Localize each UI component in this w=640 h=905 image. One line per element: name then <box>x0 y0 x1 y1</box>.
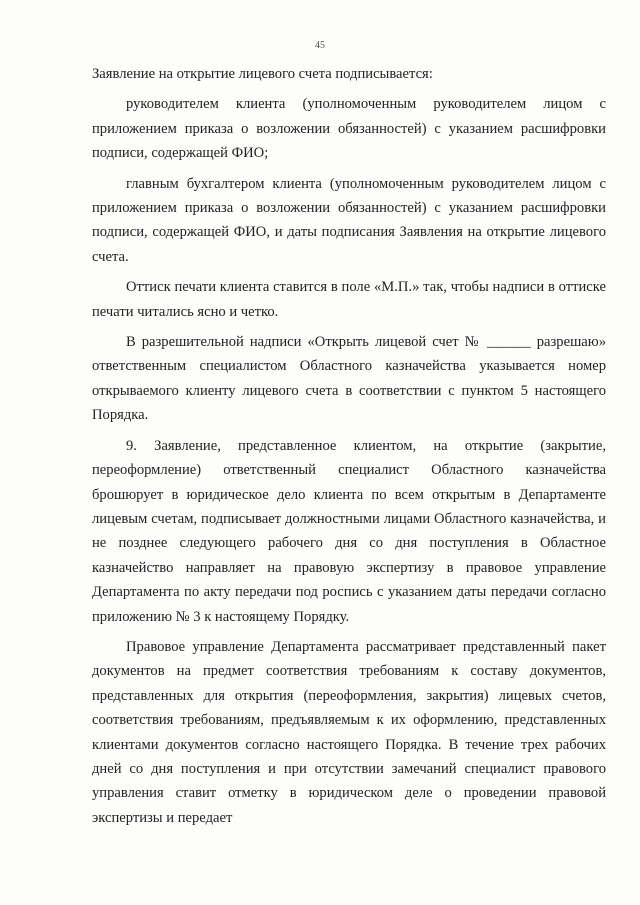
document-body <box>92 62 606 836</box>
paragraph-seal: Оттиск печати клиента ставится в поле «М.П.» так, чтобы надписи в оттиске печати читались ясно и четко. <box>92 279 606 320</box>
paragraph-legal-review: Правовое управление Департамента рассматривает представленный пакет документов на предмет соответствия требованиям к составу документов, представленных для открытия (переоформления, закрытия) лицевых счетов, соответствия требованиям, предъявляемым к их оформлению, представленных клиентами документов согласно настоящего Порядка. В течение трех рабочих дней со дня поступления и при отсутствии замечаний специалист правового управления ставит отметку в юридическом деле о проведении правовой экспертизы и передает <box>92 638 606 826</box>
paragraph-signing-intro: Заявление на открытие лицевого счета подписывается: <box>92 66 433 82</box>
paragraph-permission-note: В разрешительной надписи «Открыть лицевой счет № ______ разрешаю» ответственным специалистом Областного казначейства указывается номер открываемого клиенту лицевого счета в соответствии с пунктом 5 настоящего Порядка. <box>92 334 606 424</box>
paragraph-signer-accountant: главным бухгалтером клиента (уполномоченным руководителем лицом с приложением приказа о возложении обязанностей) с указанием расшифровки подписи, содержащей ФИО, и даты подписания Заявления на открытие лицевого счета. <box>92 175 606 265</box>
paragraph-item-9: 9. Заявление, представленное клиентом, на открытие (закрытие, переоформление) ответственный специалист Областного казначейства брошюрует в юридическое дело клиента по всем открытым в Департаменте лицевым счетам, подписывает должностными лицами Областного казначейства, и не позднее следующего рабочего дня со дня поступления в Областное казначейство направляет на правовую экспертизу в правовое управление Департамента по акту передачи под роспись с указанием даты передачи согласно приложению № 3 к настоящему Порядку. <box>92 437 606 625</box>
paragraph-signer-head: руководителем клиента (уполномоченным руководителем лицом с приложением приказа о возложении обязанностей) с указанием расшифровки подписи, содержащей ФИО; <box>92 96 606 162</box>
page-number: 45 <box>315 40 325 51</box>
